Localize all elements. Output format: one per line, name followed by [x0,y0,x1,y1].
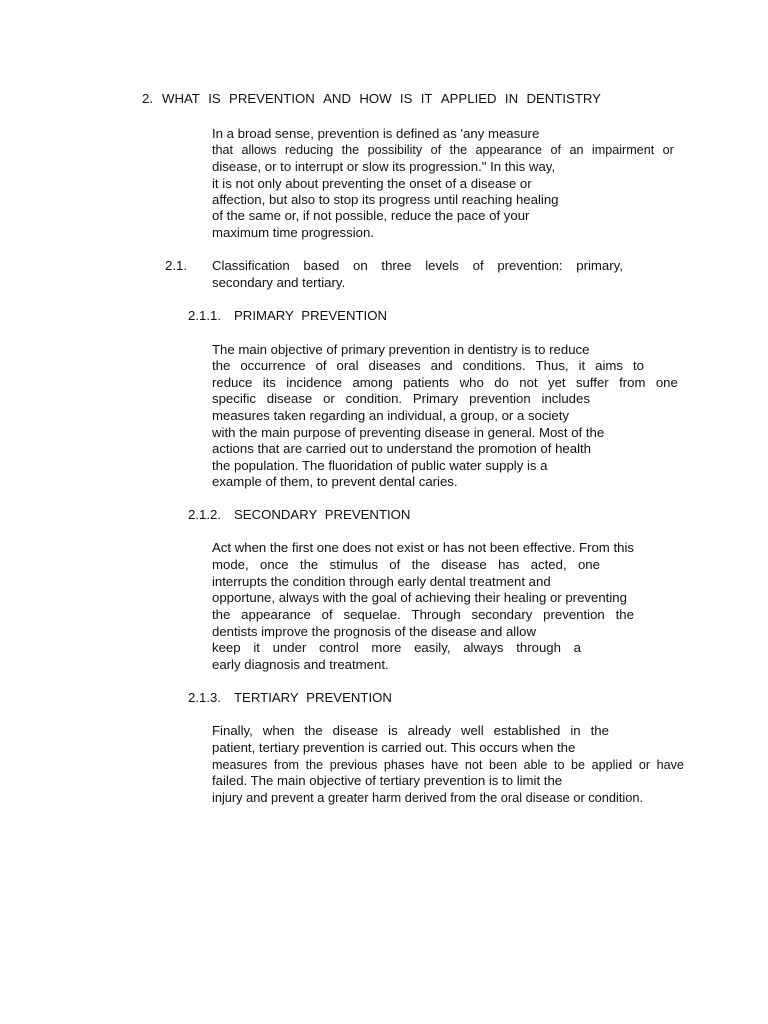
primary-number: 2.1.1. [188,308,221,323]
word: of [315,358,327,373]
primary-paragraph-line: example of them, to prevent dental caries. [212,474,458,489]
word: under [272,640,307,655]
word: applied [591,758,633,772]
secondary-paragraph-line: Act when the first one does not exist or has not been effective. From this [212,540,634,555]
secondary-number: 2.1.2. [188,507,221,522]
word: condition. [345,391,403,406]
word: do [494,375,509,390]
tertiary-paragraph-line [212,723,609,740]
section-paragraph-line [212,142,674,159]
primary-paragraph-line [212,391,590,408]
word: IS [208,91,221,106]
word: to [632,358,644,373]
secondary-paragraph-line: interrupts the condition through early dental treatment and [212,574,551,589]
word: IT [420,91,433,106]
word: from [273,758,300,772]
word: conditions. [462,358,526,373]
word: through [516,640,561,655]
word: disease [332,723,379,738]
word: not [464,758,483,772]
word: be [571,758,586,772]
word: allows [241,143,277,157]
word: prevention [543,607,605,622]
word: the [411,557,430,572]
word: easily, [414,640,451,655]
word: IN [504,91,519,106]
word: have [656,758,684,772]
word: able [523,758,548,772]
word: impairment [591,143,655,157]
word: measures [212,758,268,772]
word: from [619,375,646,390]
word: includes [541,391,590,406]
word: prevention [469,391,531,406]
word: one [577,557,600,572]
section-paragraph-line: maximum time progression. [212,225,374,240]
word: the [449,143,468,157]
word: has [498,557,520,572]
word: have [431,758,459,772]
secondary-paragraph-line: opportune, always with the goal of achieving their healing or preventing [212,590,627,605]
word: on [353,258,368,273]
word: levels [425,258,459,273]
word: disease [266,391,313,406]
secondary-heading: SECONDARY PREVENTION [234,507,411,522]
word: PREVENTION [229,91,315,106]
secondary-paragraph-line [212,557,600,574]
word: appearance [241,607,311,622]
word: that [212,143,234,157]
word: suffer [575,375,609,390]
word: primary, [576,258,623,273]
word: APPLIED [440,91,497,106]
word: and [430,358,453,373]
word: aims [595,358,623,373]
word: phases [383,758,425,772]
secondary-paragraph-line: dentists improve the prognosis of the disease and allow [212,624,537,639]
tertiary-heading: TERTIARY PREVENTION [234,690,392,705]
subsection-line [212,258,623,275]
word: oral [336,358,359,373]
tertiary-paragraph-line: failed. The main objective of tertiary prevention is to limit the [212,773,563,788]
word: it [253,640,260,655]
word: in [570,723,581,738]
secondary-paragraph-line: early diagnosis and treatment. [212,657,389,672]
word: the [615,607,634,622]
word: among [352,375,393,390]
tertiary-number: 2.1.3. [188,690,221,705]
word: of [389,557,401,572]
word: three [381,258,412,273]
word: or [638,758,651,772]
tertiary-paragraph-line: injury and prevent a greater harm derived from the oral disease or condition. [212,790,644,805]
primary-paragraph-line [212,375,678,392]
word: of [430,143,442,157]
subsection-line: secondary and tertiary. [212,275,346,290]
primary-paragraph-line: measures taken regarding an individual, a group, or a society [212,408,570,423]
word: HOW [359,91,392,106]
word: based [303,258,340,273]
word: DENTISTRY [526,91,601,106]
section-number: 2. [142,91,153,106]
word: acted, [530,557,567,572]
word: Classification [212,258,290,273]
word: its [262,375,276,390]
word: stimulus [329,557,378,572]
word: secondary [471,607,533,622]
word: of [550,143,562,157]
tertiary-paragraph-line [212,757,684,774]
primary-paragraph-line: with the main purpose of preventing disease in general. Most of the [212,425,605,440]
word: Finally, [212,723,253,738]
word: incidence [286,375,342,390]
word: once [259,557,289,572]
section-paragraph-line: affection, but also to stop its progress until reaching healing [212,192,559,207]
word: sequelae. [343,607,401,622]
word: well [460,723,484,738]
word: or [662,143,674,157]
word: occurrence [240,358,306,373]
secondary-paragraph-line [212,607,634,624]
word: Primary [412,391,459,406]
word: the [304,723,323,738]
word: WHAT [162,91,200,106]
word: to [553,758,565,772]
word: appearance [475,143,543,157]
word: AND [323,91,351,106]
word: the [341,143,360,157]
section-paragraph-line: it is not only about preventing the onset of a disease or [212,176,532,191]
word: disease [441,557,487,572]
word: reducing [284,143,334,157]
tertiary-paragraph-line: patient, tertiary prevention is carried out. This occurs when the [212,740,576,755]
word: mode, [212,557,249,572]
word: the [299,557,319,572]
word: the [212,607,231,622]
word: yet [547,375,566,390]
word: the [212,358,231,373]
word: control [319,640,359,655]
word: is [388,723,398,738]
word: previous [329,758,378,772]
word: established [493,723,561,738]
word: specific [212,391,256,406]
word: Thus, [535,358,569,373]
word: keep [212,640,241,655]
word: reduce [212,375,253,390]
primary-paragraph-line: actions that are carried out to understand the promotion of health [212,441,592,456]
section-heading [162,91,601,108]
word: prevention: [497,258,563,273]
word: it [578,358,586,373]
word: IS [399,91,413,106]
word: of [472,258,484,273]
word: Through [411,607,461,622]
section-paragraph-line: disease, or to interrupt or slow its progression." In this way, [212,159,556,174]
word: the [590,723,609,738]
word: of [321,607,333,622]
primary-paragraph-line [212,358,644,375]
word: when [262,723,295,738]
word: diseases [368,358,421,373]
section-paragraph-line: In a broad sense, prevention is defined as 'any measure [212,126,540,141]
word: already [407,723,451,738]
word: an [569,143,584,157]
primary-paragraph-line: the population. The fluoridation of public water supply is a [212,458,548,473]
word: who [459,375,484,390]
subsection-number: 2.1. [165,258,187,273]
primary-heading: PRIMARY PREVENTION [234,308,388,323]
word: a [573,640,581,655]
word: more [371,640,402,655]
word: not [519,375,538,390]
word: the [305,758,324,772]
word: been [489,758,518,772]
word: patients [403,375,450,390]
word: possibility [367,143,423,157]
word: one [655,375,678,390]
primary-paragraph-line: The main objective of primary prevention in dentistry is to reduce [212,342,590,357]
word: or [323,391,335,406]
section-paragraph-line: of the same or, if not possible, reduce the pace of your [212,208,530,223]
word: always [463,640,504,655]
secondary-paragraph-line [212,640,581,657]
